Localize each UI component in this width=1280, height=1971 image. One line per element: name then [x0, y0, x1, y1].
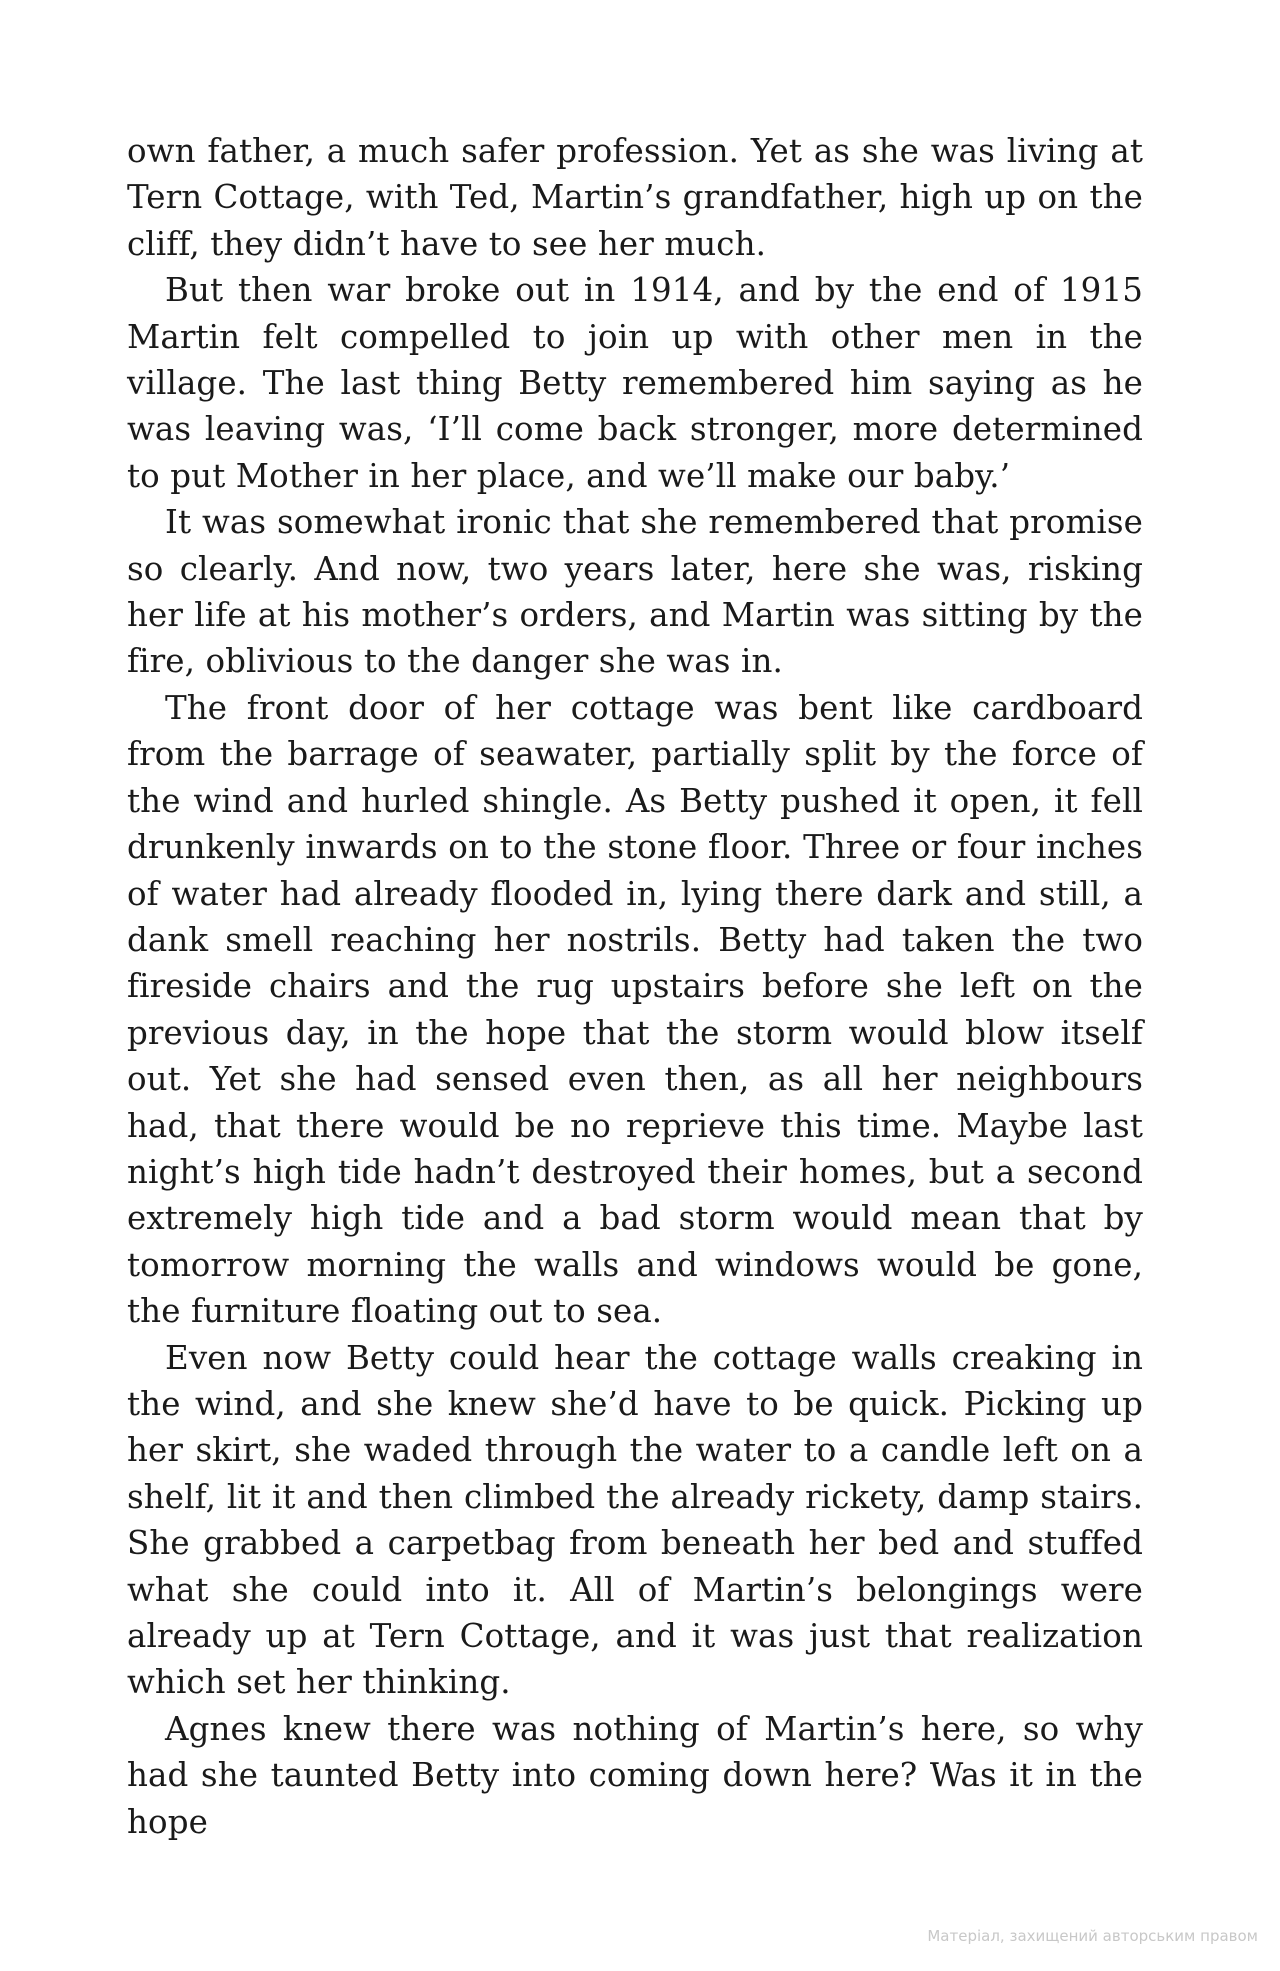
paragraph: It was somewhat ironic that she remembered that promise so clearly. And now, two years later, here she was, risking her life at his mother’s orders, and Martin was sitting by the fire, oblivious to the danger she was in.	[127, 503, 1143, 681]
page-body-text	[127, 128, 1143, 1845]
copyright-watermark: Матеріал, захищений авторським правом	[927, 1927, 1258, 1945]
paragraph: Agnes knew there was nothing of Martin’s here, so why had she taunted Betty into coming down here? Was it in the hope	[127, 1709, 1143, 1841]
paragraph: own father, a much safer profession. Yet as she was living at Tern Cottage, with Ted, Martin’s grandfather, high up on the cliff, they didn’t have to see her much.	[127, 132, 1143, 263]
paragraph: The front door of her cottage was bent like cardboard from the barrage of seawater, partially split by the force of the wind and hurled shingle. As Betty pushed it open, it fell drunkenly inwards on to the stone floor. Three or four inches of water had already flooded in, lying there dark and still, a dank smell reaching her nostrils. Betty had taken the two fireside chairs and the rug upstairs before she left on the previous day, in the hope that the storm would blow itself out. Yet she had sensed even then, as all her neighbours had, that there would be no reprieve this time. Maybe last night’s high tide hadn’t destroyed their homes, but a second extremely high tide and a bad storm would mean that by tomorrow morning the walls and windows would be gone, the furniture floating out to sea.	[127, 688, 1143, 1331]
paragraph: But then war broke out in 1914, and by the end of 1915 Martin felt compelled to join up with other men in the village. The last thing Betty remembered him saying as he was leaving was, ‘I’ll come back stronger, more determined to put Mother in her place, and we’ll make our baby.’	[127, 271, 1143, 495]
paragraph: Even now Betty could hear the cottage walls creaking in the wind, and she knew she’d have to be quick. Picking up her skirt, she waded through the water to a candle left on a shelf, lit it and then climbed the already rickety, damp stairs. She grabbed a carpetbag from beneath her bed and stuffed what she could into it. All of Martin’s belongings were already up at Tern Cottage, and it was just that realization which set her thinking.	[127, 1338, 1143, 1702]
